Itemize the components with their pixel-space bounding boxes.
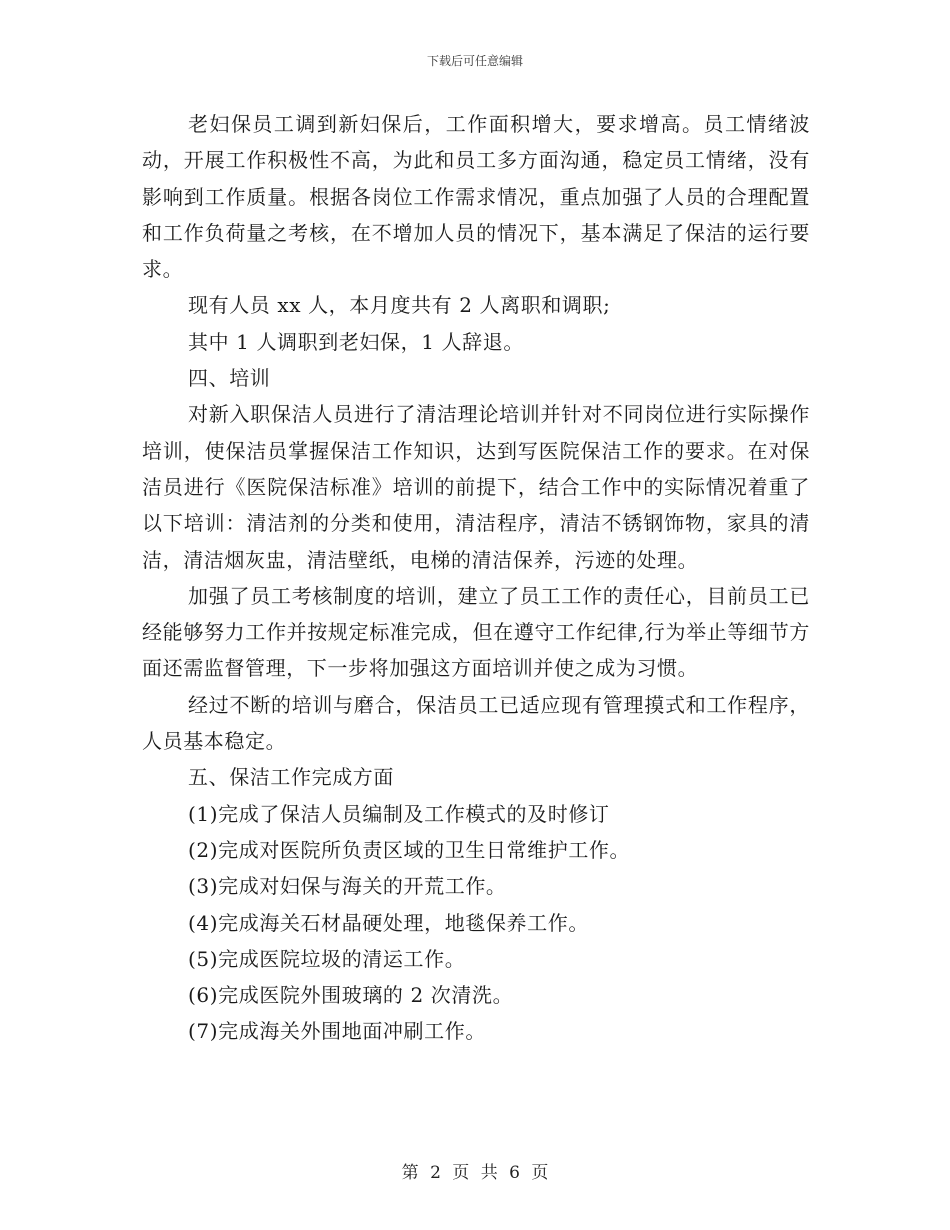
- paragraph-training-content: 对新入职保洁人员进行了清洁理论培训并针对不同岗位进行实际操作培训，使保洁员掌握保洁工作知识，达到写医院保洁工作的要求。在对保洁员进行《医院保洁标准》培训的前提下，结合工作中的实际情况着重了以下培训：清洁剂的分类和使用，清洁程序，清洁不锈钢饰物，家具的清洁，清洁烟灰盅，清洁壁纸，电梯的清洁保养，污迹的处理。: [142, 402, 810, 572]
- list-item: (3)完成对妇保与海关的开荒工作。: [188, 874, 507, 899]
- paragraph-staff-count: 现有人员 xx 人，本月度共有 2 人离职和调职;: [188, 293, 611, 318]
- list-item: (4)完成海关石材晶硬处理，地毯保养工作。: [188, 910, 589, 935]
- paragraph-staff-changes: 其中 1 人调职到老妇保，1 人辞退。: [188, 329, 524, 354]
- document-body: [142, 106, 810, 1050]
- list-item: (2)完成对医院所负责区域的卫生日常维护工作。: [188, 837, 631, 862]
- paragraph-assessment-training: 加强了员工考核制度的培训，建立了员工工作的责任心，目前员工已经能够努力工作并按规定标准完成，但在遵守工作纪律,行为举止等细节方面还需监督管理，下一步将加强这方面培训并使之成为习惯。: [142, 583, 810, 681]
- page-number-footer: 第 2 页 共 6 页: [401, 1163, 549, 1183]
- paragraph-staff-transfer: 老妇保员工调到新妇保后，工作面积增大，要求增高。员工情绪波动，开展工作积极性不高，为此和员工多方面沟通，稳定员工情绪，没有影响到工作质量。根据各岗位工作需求情况，重点加强了人员的合理配置和工作负荷量之考核，在不增加人员的情况下，基本满足了保洁的运行要求。: [142, 112, 810, 282]
- page-header: 下载后可任意编辑: [426, 54, 523, 68]
- section-heading-completion: 五、保洁工作完成方面: [188, 765, 394, 790]
- list-item: (7)完成海关外围地面冲刷工作。: [188, 1019, 486, 1044]
- list-item: (5)完成医院垃圾的清运工作。: [188, 946, 466, 971]
- paragraph-training-result: 经过不断的培训与磨合，保洁员工已适应现有管理摸式和工作程序，人员基本稳定。: [142, 692, 810, 754]
- list-item: (1)完成了保洁人员编制及工作模式的及时修订: [188, 801, 610, 826]
- section-heading-training: 四、培训: [188, 366, 271, 391]
- list-item: (6)完成医院外围玻璃的 2 次清洗。: [188, 983, 514, 1008]
